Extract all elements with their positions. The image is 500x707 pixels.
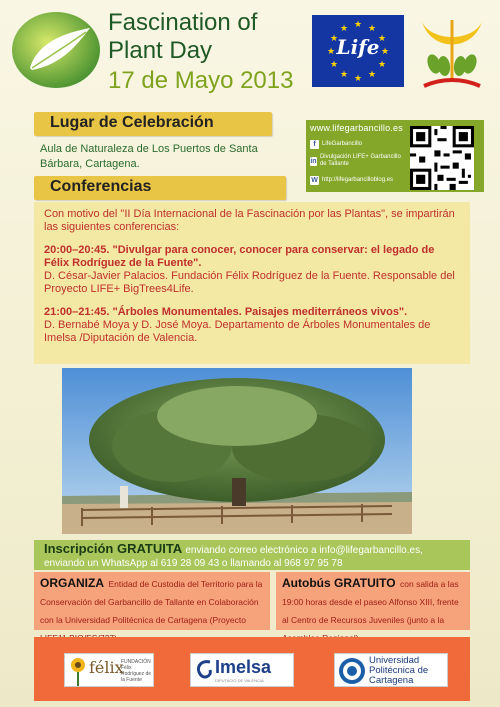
blog-label: http://lifegarbancilloblog.es: [322, 177, 394, 183]
linkedin-label: Divulgación LIFE+ Garbancillo de Tallante: [319, 154, 401, 167]
conferences-heading: Conferencias: [34, 176, 286, 200]
venue-text: Aula de Naturaleza de Los Puertos de Santa Bárbara, Cartagena.: [40, 143, 258, 170]
qr-code[interactable]: [410, 126, 474, 190]
imelsa-logo-sub: DIPUTACIÓ DE VALÈNCIA: [215, 678, 264, 683]
sunflower-icon: [68, 656, 88, 686]
felix-foundation-logo: [64, 653, 154, 687]
bus-text: con salida a las 19:00 horas desde el paseo Alfonso XIII, frente al Centro de Recursos Juveniles (junto a la: [282, 579, 459, 625]
venue-heading: Lugar de Celebración: [34, 112, 272, 136]
tree-photo: [62, 368, 412, 534]
felix-logo-name: félix: [89, 658, 124, 677]
wordpress-icon: W: [311, 177, 318, 184]
svg-text:★: ★: [353, 73, 363, 83]
facebook-icon: f: [310, 140, 319, 149]
talk2-speaker: D. Bernabé Moya y D. José Moya. Departamento de Árboles Monumentales de Imelsa /Diputación de Valencia.: [44, 319, 431, 344]
life-logo-text: Life: [336, 35, 380, 59]
title-line1: Fascination of: [108, 9, 258, 36]
svg-text:★: ★: [339, 69, 349, 79]
eu-life-logo: [312, 15, 404, 87]
upct-emblem-icon: [338, 657, 366, 685]
svg-text:★: ★: [353, 19, 363, 29]
imelsa-swirl-icon: [194, 658, 214, 682]
sponsors-bar: [34, 637, 470, 701]
conferences-box: [34, 202, 470, 364]
conferences-intro: Con motivo del "II Día Internacional de la Fascinación por las Plantas", se impartirán las siguientes conferencias:: [44, 208, 455, 233]
title-line2: Plant Day: [108, 37, 213, 64]
svg-text:★: ★: [367, 23, 377, 33]
social-box: [306, 120, 484, 192]
imelsa-logo-name: Imelsa: [215, 657, 272, 677]
svg-text:★: ★: [377, 33, 387, 43]
wheat-logo: [412, 12, 492, 94]
event-date: 17 de Mayo 2013: [108, 67, 294, 94]
svg-text:★: ★: [380, 46, 390, 56]
svg-text:★: ★: [339, 23, 349, 33]
registration-line1: [44, 542, 460, 558]
organiza-heading: ORGANIZA: [40, 576, 104, 590]
talk1-speaker: D. César-Javier Palacios. Fundación Félix Rodríguez de la Fuente. Responsable del Proyecto LIFE+ BigTrees4Life.: [44, 270, 455, 295]
registration-heading: Inscripción GRATUITA: [44, 541, 182, 556]
svg-text:★: ★: [329, 33, 339, 43]
talk2-title: 21:00–21:45. "Árboles Monumentales. Paisajes mediterráneos vivos".: [44, 306, 408, 318]
registration-box: [34, 540, 470, 570]
organiza-box: [34, 572, 270, 630]
registration-email-text: enviando correo electrónico a info@lifegarbancillo.es,: [185, 545, 423, 556]
bus-heading: Autobús GRATUITO: [282, 576, 396, 590]
linkedin-icon: in: [310, 157, 317, 165]
upct-logo: [334, 653, 448, 687]
svg-text:★: ★: [377, 59, 387, 69]
talk1-title: 20:00–20:45. "Divulgar para conocer, conocer para conservar: el legado de Félix Rodríguez de la Fuente".: [44, 244, 435, 269]
organiza-text: Entidad de Custodia del Territorio para la Conservación del Garbancillo de Tallante en Colaboración con la Universidad Politécnica de Cartagena (Proyecto: [40, 579, 263, 625]
bus-box: [276, 572, 470, 630]
upct-logo-name: Universidad Politécnica de Cartagena: [369, 655, 429, 686]
svg-text:★: ★: [329, 59, 339, 69]
leaf-logo: [10, 10, 102, 90]
svg-text:★: ★: [367, 69, 377, 79]
registration-line2: enviando un WhatsApp al 619 28 09 43 o llamando al 968 97 95 78: [44, 558, 343, 569]
svg-text:★: ★: [326, 46, 336, 56]
linkedin-row[interactable]: [310, 154, 406, 168]
imelsa-logo: [190, 653, 294, 687]
blog-row[interactable]: [310, 176, 393, 185]
facebook-label: LifeGarbancillo: [322, 141, 363, 147]
website-link[interactable]: www.lifegarbancillo.es: [310, 123, 403, 133]
facebook-row[interactable]: [310, 140, 362, 149]
felix-logo-sub: FUNDACIÓN Félix Rodríguez de la Fuente: [121, 659, 152, 683]
